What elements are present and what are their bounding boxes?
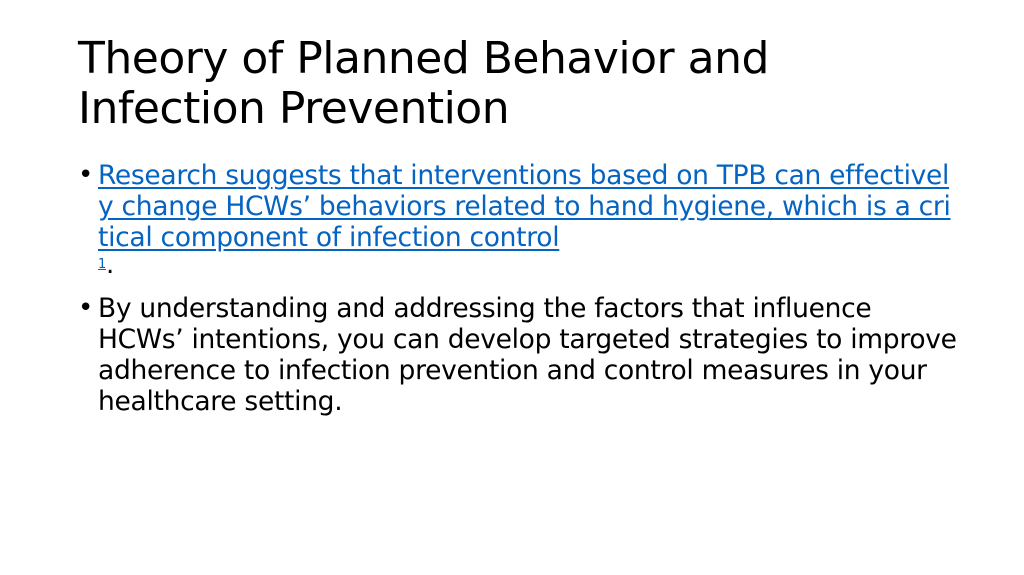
footnote-reference-link[interactable]: 1	[98, 257, 106, 272]
footnote-line	[98, 250, 958, 280]
bullet-icon: •	[78, 293, 94, 323]
bullet-item-research	[78, 160, 958, 280]
research-link[interactable]: Research suggests that interventions based on TPB can effectively change HCWs’ behaviors related to hand hygiene, which is a critical component of infection control	[98, 160, 951, 253]
bullet-period: .	[105, 250, 114, 280]
bullet-list	[78, 160, 958, 417]
bullet-text: By understanding and addressing the factors that influence HCWs’ intentions, you can develop targeted strategies to improve adherence to infection prevention and control measures in your healthcare setting.	[98, 293, 957, 417]
bullet-item-strategies	[78, 293, 958, 417]
bullet-icon: •	[78, 160, 94, 190]
slide-title: Theory of Planned Behavior and Infection Prevention	[78, 33, 769, 134]
